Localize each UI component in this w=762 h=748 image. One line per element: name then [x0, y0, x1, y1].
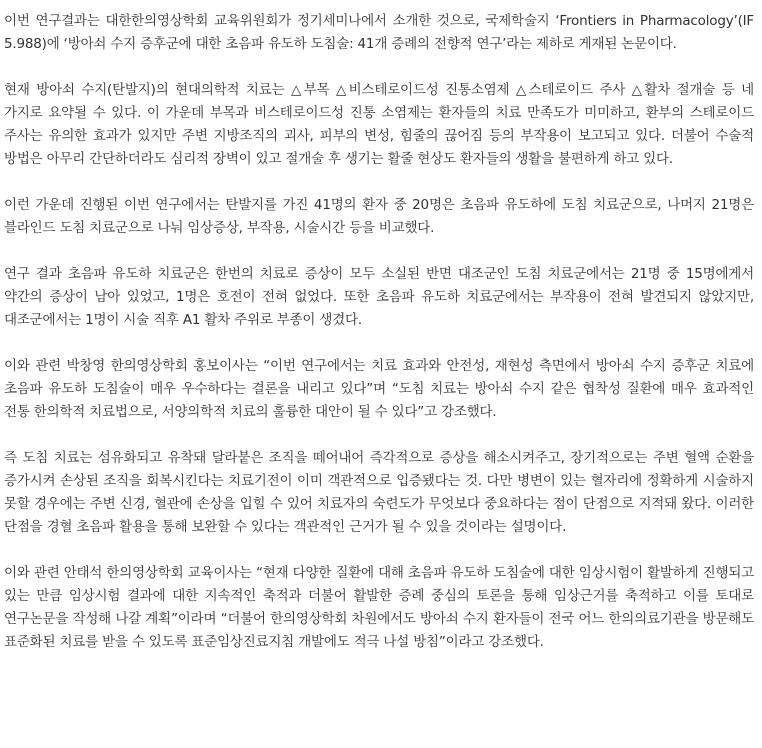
article-paragraph-5: 이와 관련 박창영 한의영상학회 홍보이사는 “이번 연구에서는 치료 효과와 안전성, 재현성 측면에서 방아쇠 수지 증후군 치료에 초음파 유도하 도침술이 매우 우수하다는 결론을 내리고 있다”며 “도침 치료는 방아쇠 수지 같은 협착성 질환에 매우 효과적인 전통 한의학적 치료법으로, 서양의학적 치료의 훌륭한 대안이 될 수 있다”고 강조했다. [4, 358, 754, 420]
article-paragraph-3: 이런 가운데 진행된 이번 연구에서는 탄발지를 가진 41명의 환자 중 20명은 초음파 유도하에 도침 치료군으로, 나머지 21명은 블라인드 도침 치료군으로 나눠 임상증상, 부작용, 시술시간 등을 비교했다. [4, 197, 754, 236]
article-paragraph-1: 이번 연구결과는 대한한의영상학회 교육위원회가 정기세미나에서 소개한 것으로, 국제학술지 ‘Frontiers in Pharmacology’(IF 5.988)에 ‘방아쇠 수지 증후군에 대한 초음파 유도하 도침술: 41개 증례의 전향적 연구’라는 제하로 게재된 논문이다. [4, 13, 754, 52]
article-paragraph-7: 이와 관련 안태석 한의영상학회 교육이사는 “현재 다양한 질환에 대해 초음파 유도하 도침술에 대한 임상시험이 활발하게 진행되고 있는 만큼 임상시험 결과에 대한 지속적인 축적과 더불어 활발한 증례 중심의 토론을 통해 임상근거를 축적하고 이를 토대로 연구논문을 작성해 나갈 계획”이라며 “더불어 한의영상학회 차원에서도 방아쇠 수지 환자들이 전국 어느 한의의료기관을 방문해도 표준화된 치료를 받을 수 있도록 표준임상진료지침 개발에도 적극 나설 방침”이라고 강조했다. [4, 565, 754, 650]
article-paragraph-2: 현재 방아쇠 수지(탄발지)의 현대의학적 치료는 △부목 △비스테로이드성 진통소염제 △스테로이드 주사 △활차 절개술 등 네 가지로 요약될 수 있다. 이 가운데 부목과 비스테로이드성 진통 소염제는 환자들의 치료 만족도가 미미하고, 환부의 스테로이드 주사는 유의한 효과가 있지만 주변 지방조직의 괴사, 피부의 변성, 힘줄의 끊어짐 등의 부작용이 보고되고 있다. 더불어 수술적 방법은 아무리 간단하더라도 심리적 장벽이 있고 절개술 후 생기는 활줄 현상도 환자들의 생활을 불편하게 하고 있다. [4, 82, 754, 167]
article-paragraph-4: 연구 결과 초음파 유도하 치료군은 한번의 치료로 증상이 모두 소실된 반면 대조군인 도침 치료군에서는 21명 중 15명에게서 약간의 증상이 남아 있었고, 1명은 호전이 전혀 없었다. 또한 초음파 유도하 치료군에서는 부작용이 전혀 발견되지 않았지만, 대조군에서는 1명이 시술 직후 A1 활차 주위로 부종이 생겼다. [4, 266, 754, 328]
article-paragraph-6: 즉 도침 치료는 섬유화되고 유착돼 달라붙은 조직을 떼어내어 즉각적으로 증상을 해소시켜주고, 장기적으로는 주변 혈액 순환을 증가시켜 손상된 조직을 회복시킨다는 치료기전이 이미 객관적으로 입증됐다는 것. 다만 병변이 있는 혈자리에 정확하게 시술하지 못할 경우에는 주변 신경, 혈관에 손상을 입힐 수 있어 치료자의 숙련도가 무엇보다 중요하다는 점이 단점으로 지적돼 왔다. 이러한 단점을 경혈 초음파 활용을 통해 보완할 수 있다는 객관적인 근거가 될 수 있을 것이라는 설명이다. [4, 450, 754, 535]
